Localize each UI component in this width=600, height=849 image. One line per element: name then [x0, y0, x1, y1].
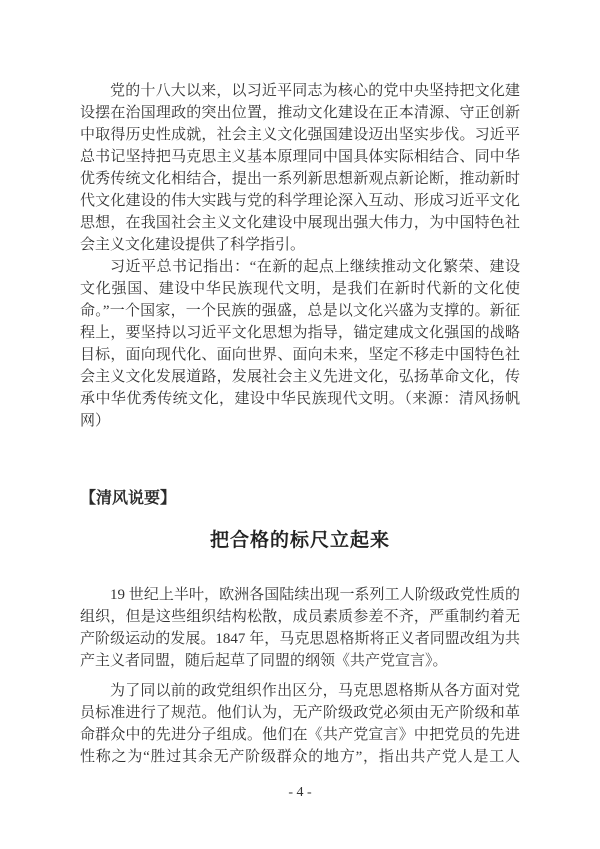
page-body-text — [80, 80, 520, 768]
section-paragraph-1: 19 世纪上半叶，欧洲各国陆续出现一系列工人阶级政党性质的组织，但是这些组织结构松散，成员素质参差不齐，严重制约着无产阶级运动的发展。1847 年，马克思恩格斯将正义者同盟改组为共产主义者同盟，随后起草了同盟的纲领《共产党宣言》。 — [80, 587, 520, 669]
lead-article-paragraph-2: 习近平总书记指出：“在新的起点上继续推动文化繁荣、建设文化强国、建设中华民族现代文明，是我们在新时代新的文化使命。”一个国家，一个民族的强盛，总是以文化兴盛为支撑的。新征程上，要坚持以习近平文化思想为指导，锚定建成文化强国的战略目标，面向现代化、面向世界、面向未来，坚定不移走中国特色社会主义文化发展道路，发展社会主义先进文化，弘扬革命文化，传承中华优秀传统文化，建设中华民族现代文明。（来源：清风扬帆网） — [80, 259, 520, 429]
section-header: 【清风说要】 — [80, 490, 177, 507]
page-number: - 4 - — [288, 785, 312, 800]
article-title: 把合格的标尺立起来 — [209, 530, 390, 551]
section-paragraph-2: 为了同以前的政党组织作出区分，马克思恩格斯从各方面对党员标准进行了规范。他们认为，无产阶级政党必须由无产阶级和革命群众中的先进分子组成。他们在《共产党宣言》中把党员的先进性称之为“胜过其余无产阶级群众的地方”，指出共产党人是工人 — [80, 683, 520, 765]
lead-article-paragraph-1: 党的十八大以来，以习近平同志为核心的党中央坚持把文化建设摆在治国理政的突出位置，推动文化建设在正本清源、守正创新中取得历史性成就，社会主义文化强国建设迈出坚实步伐。习近平总书记坚持把马克思主义基本原理同中国具体实际相结合、同中华优秀传统文化相结合，提出一系列新思想新观点新论断，推动新时代文化建设的伟大实践与党的科学理论深入互动、形成习近平文化思想，在我国社会主义文化建设中展现出强大伟力，为中国特色社会主义文化建设提供了科学指引。 — [80, 83, 520, 253]
